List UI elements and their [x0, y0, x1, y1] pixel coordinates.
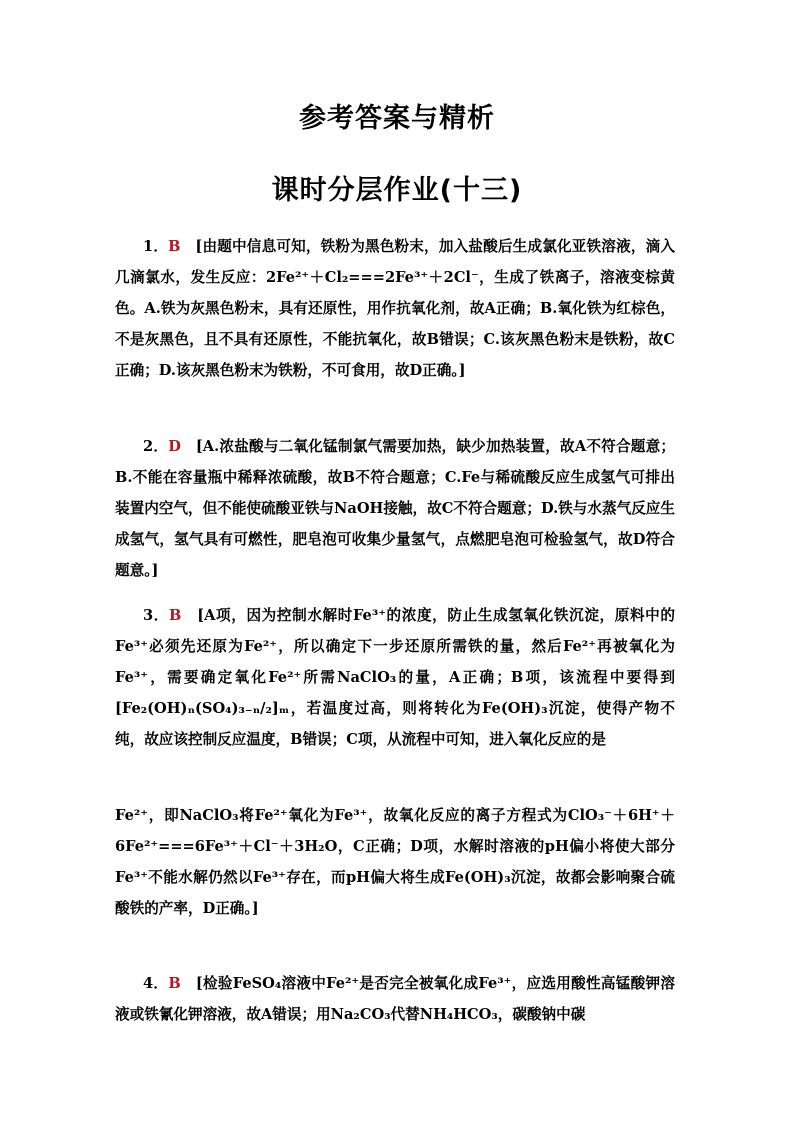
question-1: [115, 231, 675, 386]
question-number: 2．: [143, 438, 169, 455]
question-number: 4．: [143, 975, 169, 992]
answer-letter: B: [169, 607, 182, 624]
question-number: 1．: [143, 238, 169, 255]
explanation-text: [检验FeSO₄溶液中Fe²⁺是否完全被氧化成Fe³⁺，应选用酸性高锰酸钾溶液或铁氰化钾溶液，故A错误；用Na₂CO₃代替NH₄HCO₃，碳酸钠中碳: [115, 975, 675, 1023]
question-2: [115, 431, 675, 586]
question-3-continuation: [115, 800, 675, 924]
answer-letter: B: [168, 238, 181, 255]
question-4: [115, 968, 675, 1030]
page-subtitle: 课时分层作业(十三): [271, 175, 523, 206]
explanation-text: Fe²⁺，即NaClO₃将Fe²⁺氧化为Fe³⁺，故氧化反应的离子方程式为ClO₃⁻＋6H⁺＋6Fe²⁺===6Fe³⁺＋Cl⁻＋3H₂O，C正确；D项，水解时溶液的pH偏小将使大部分Fe³⁺不能水解仍然以Fe³⁺存在，而pH偏大将生成Fe(OH)₃沉淀，故都会影响聚合硫酸铁的产率，D正确。]: [115, 807, 675, 917]
explanation-text: [A项，因为控制水解时Fe³⁺的浓度，防止生成氢氧化铁沉淀，原料中的Fe³⁺必须先还原为Fe²⁺，所以确定下一步还原所需铁的量，然后Fe²⁺再被氧化为Fe³⁺，需要确定氧化Fe²⁺所需NaClO₃的量，A正确；B项，该流程中要得到[Fe₂(OH)ₙ(SO₄)₃₋ₙ/₂]ₘ，若温度过高，则将转化为Fe(OH)₃沉淀，使得产物不纯，故应该控制反应温度，B错误；C项，从流程中可知，进入氧化反应的是: [115, 607, 675, 748]
page-title: 参考答案与精析: [299, 103, 495, 134]
explanation-text: [由题中信息可知，铁粉为黑色粉末，加入盐酸后生成氯化亚铁溶液，滴入几滴氯水，发生反应：2Fe²⁺＋Cl₂===2Fe³⁺＋2Cl⁻，生成了铁离子，溶液变棕黄色。A.铁为灰黑色粉末，具有还原性，用作抗氧化剂，故A正确；B.氧化铁为红棕色，不是灰黑色，且不具有还原性，不能抗氧化，故B错误；C.该灰黑色粉末是铁粉，故C正确；D.该灰黑色粉末为铁粉，不可食用，故D正确。]: [115, 238, 675, 379]
explanation-text: [A.浓盐酸与二氧化锰制氯气需要加热，缺少加热装置，故A不符合题意；B.不能在容量瓶中稀释浓硫酸，故B不符合题意；C.Fe与稀硫酸反应生成氢气可排出装置内空气，但不能使硫酸亚铁与NaOH接触，故C不符合题意；D.铁与水蒸气反应生成氢气，氢气具有可燃性，肥皂泡可收集少量氢气，点燃肥皂泡可检验氢气，故D符合题意。]: [115, 438, 675, 579]
answer-letter: D: [168, 438, 181, 455]
answer-letter: B: [168, 975, 181, 992]
question-number: 3．: [143, 607, 169, 624]
question-3: [115, 600, 675, 755]
